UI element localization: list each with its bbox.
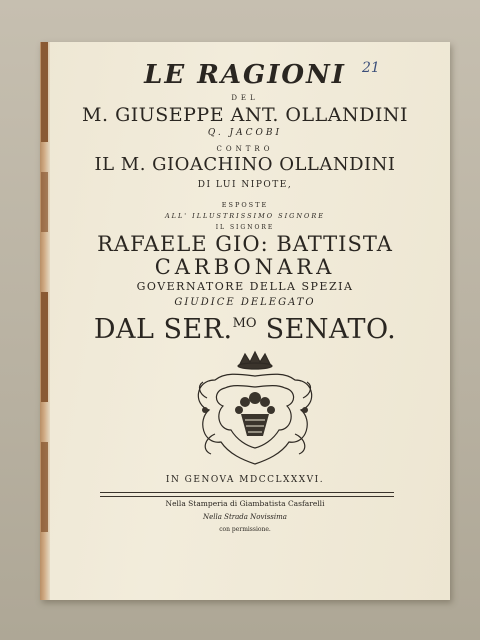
- catalog-number: 21: [362, 60, 380, 76]
- party-two-relation: DI LUI NIPOTE,: [197, 180, 293, 190]
- senate-line: [50, 314, 440, 345]
- imprint-rule: [100, 496, 394, 497]
- imprint-rule: [100, 492, 394, 493]
- party-two: IL M. GIOACHINO OLLANDINI: [94, 154, 396, 175]
- judge-name-first: RAFAELE GIO: BATTISTA: [97, 232, 393, 256]
- spine-stain: [41, 442, 48, 532]
- line-contro: CONTRO: [216, 145, 274, 153]
- spine-stain: [41, 292, 48, 402]
- title-page: [40, 42, 450, 600]
- imprint-street: Nella Strada Novissima: [203, 513, 287, 521]
- judge-name-last: CARBONARA: [154, 255, 336, 279]
- line-esposte: ESPOSTE: [221, 201, 269, 209]
- party-one: M. GIUSEPPE ANT. OLLANDINI: [82, 104, 408, 126]
- floral-cartouche-icon: [185, 350, 325, 470]
- judge-role: GIUDICE DELEGATO: [174, 297, 316, 308]
- line-del: DEL: [231, 94, 259, 102]
- spine-stain: [41, 42, 48, 142]
- imprint-place-year: IN GENOVA MDCCLXXXVI.: [165, 475, 325, 485]
- imprint-printer: Nella Stamperia di Giambatista Casfarelli: [165, 499, 325, 508]
- senate-suffix: SENATO.: [256, 314, 397, 345]
- line-illustrissimo: ALL' ILLUSTRISSIMO SIGNORE: [164, 212, 326, 220]
- judge-office: GOVERNATORE DELLA SPEZIA: [136, 280, 354, 293]
- party-one-suffix: Q. JACOBI: [207, 128, 283, 138]
- binding-spine: [40, 42, 50, 600]
- senate-superscript: MO: [232, 316, 257, 331]
- senate-prefix: DAL SER.: [93, 314, 233, 345]
- spine-stain: [41, 172, 48, 232]
- line-il-signore: IL SIGNORE: [215, 224, 275, 231]
- document-title: LE RAGIONI: [144, 60, 346, 90]
- imprint-permission: con permissione.: [219, 526, 271, 533]
